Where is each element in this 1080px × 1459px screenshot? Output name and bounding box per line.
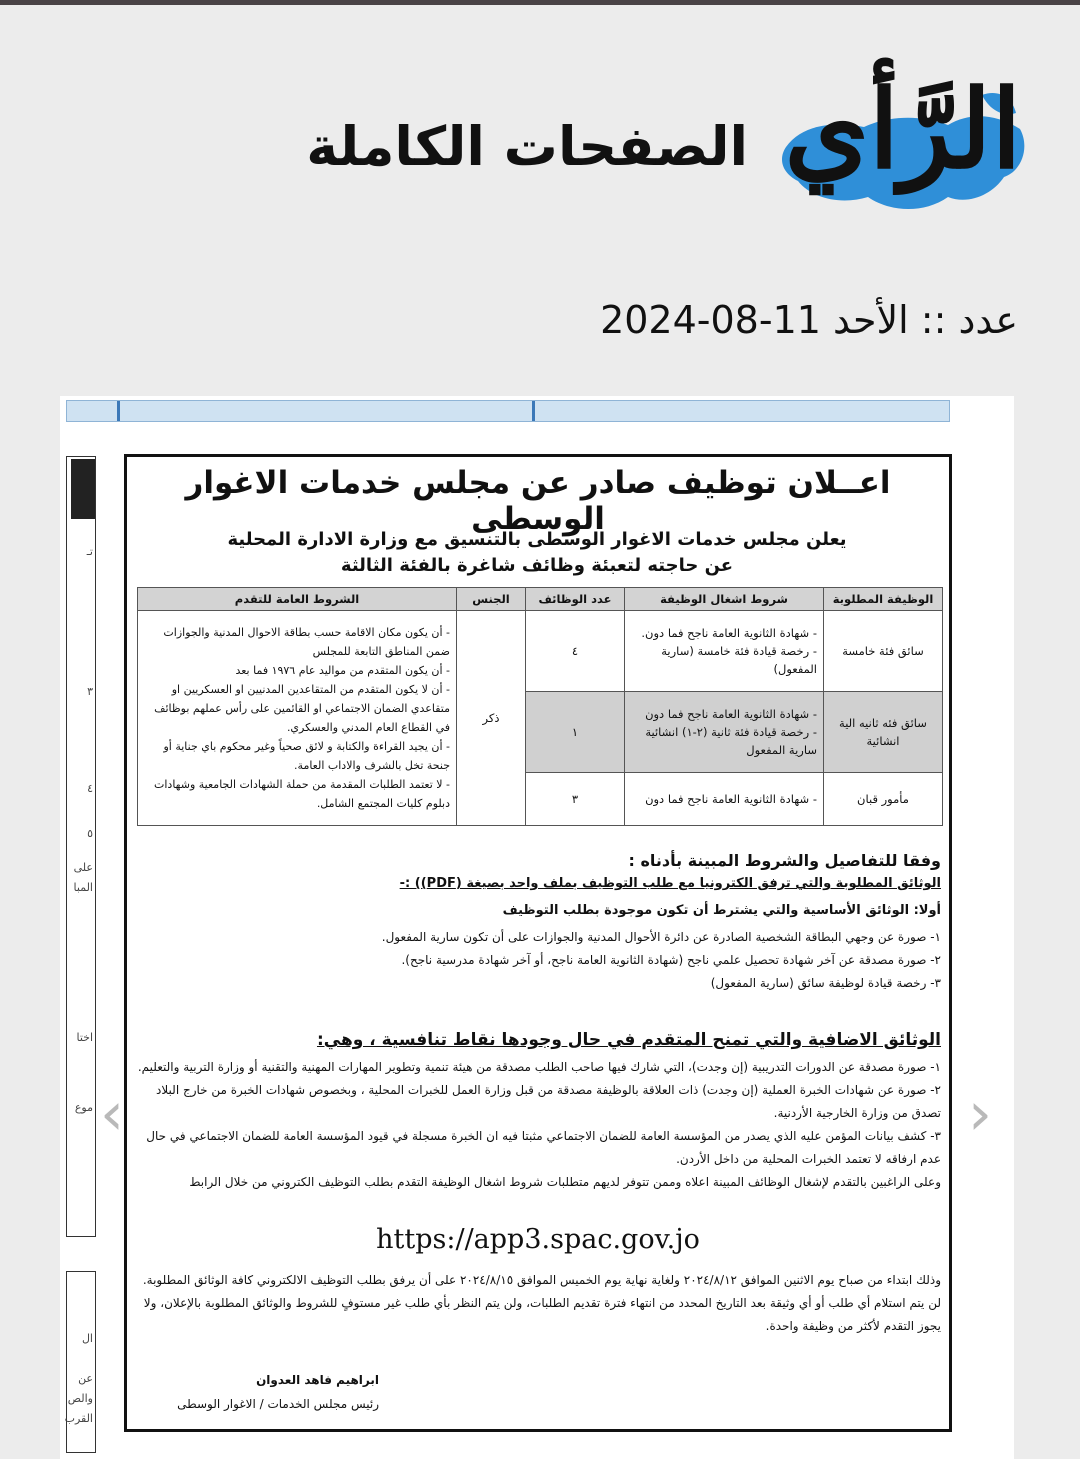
job-title-cell: سائق فئه ثانيه الية انشائية <box>824 692 943 773</box>
left-fragment-box-2: على المبا اختا موع <box>66 851 96 1237</box>
logo-wordmark: الرَّأي <box>784 67 1022 193</box>
announcement-title: اعــلان توظيف صادر عن مجلس خدمات الاغوار الوسطى <box>185 465 891 537</box>
job-count-cell: ١ <box>526 692 625 773</box>
job-title-cell: سائق فئة خامسة <box>824 611 943 692</box>
column-header: الوظيفة المطلوبة <box>824 588 943 611</box>
job-conditions-cell: - شهادة الثانوية العامة ناجح فما دون <box>625 773 824 826</box>
list-item: ٣- رخصة قيادة لوظيفة سائق (سارية المفعول) <box>710 976 941 990</box>
application-link[interactable]: https://app3.spac.gov.jo <box>376 1224 700 1255</box>
left-fragment-box-1: تـ ٣ ٤ ٥ <box>66 456 96 878</box>
deadline-section <box>135 1269 941 1338</box>
left-fragment-box-3: ال عن والص القرب <box>66 1271 96 1453</box>
details-section <box>135 849 941 995</box>
details-heading: وفقا للتفاصيل والشروط المبينة بأدناه : <box>628 851 941 870</box>
signatory-name: ابراهيم فاهد العدوان <box>256 1373 379 1387</box>
section-title: الصفحات الكاملة <box>306 115 748 178</box>
list-item: ٣- كشف بيانات المؤمن عليه الذي يصدر من المؤسسة العامة للضمان الاجتماعي مثبتا فيه ان الخبرة مسجلة في قيود المؤسسة العامة للضمان الاجتماعي في حال عدم ارفاقه لا تعتمد الخبرات المحلية من داخل الأردن. <box>146 1129 941 1166</box>
basic-documents-heading: أولا: الوثائق الأساسية والتي يشترط أن تكون موجودة بطلب التوظيف <box>502 903 941 918</box>
apply-instructions: وعلى الراغبين بالتقدم لإشغال الوظائف المبينة اعلاه وممن تتوفر لديهم متطلبات شروط اشغال الوظيفة التقدم بطلب التوظيف الكتروني من خلال الرابط <box>189 1175 941 1189</box>
column-header: عدد الوظائف <box>526 588 625 611</box>
chevron-left-icon[interactable]: ‹ <box>100 1079 124 1149</box>
list-item: ٢- صورة مصدقة عن آخر شهادة تحصيل علمي ناجح (شهادة الثانوية العامة ناجح، أو آخر شهادة مدرسية ناجح). <box>401 953 941 967</box>
chevron-right-icon[interactable]: › <box>968 1079 992 1149</box>
list-item: ١- صورة عن وجهي البطاقة الشخصية الصادرة عن دائرة الأحوال المدنية والجوازات على أن تكون سارية المفعول. <box>381 930 941 944</box>
job-count-cell: ٤ <box>526 611 625 692</box>
newspaper-page-viewer[interactable] <box>60 396 1014 1459</box>
issue-date-label: عدد :: الأحد 11-08-2024 <box>600 298 1018 342</box>
job-count-cell: ٣ <box>526 773 625 826</box>
adjacent-column-fragment <box>60 456 96 1459</box>
additional-documents-section <box>135 1029 941 1194</box>
notice-text: لن يتم استلام أي طلب أو أي وثيقة بعد التاريخ المحدد من انتهاء فترة تقديم الطلبات، ولن يتم النظر بأي طلب غير مستوفٍ للشروط والوثائق المطلوبة بالإعلان، ولا يجوز التقدم لأكثر من وظيفة واحدة. <box>143 1296 941 1333</box>
alrai-logo[interactable] <box>772 55 1034 230</box>
job-announcement <box>124 454 952 1432</box>
documents-heading: الوثائق المطلوبة والتي ترفق الكترونيا مع طلب التوظيف بملف واحد بصيغة (PDF)) :- <box>399 876 941 891</box>
job-conditions-cell: - شهادة الثانوية العامة ناجح فما دون. - رخصة قيادة فئة خامسة (سارية المفعول) <box>625 611 824 692</box>
jobs-table <box>137 587 943 826</box>
announcement-intro: يعلن مجلس خدمات الاغوار الوسطى بالتنسيق مع وزارة الادارة المحلية عن حاجته لتعبئة وظائف شاغرة بالفئة الثالثة <box>227 529 847 576</box>
table-row <box>138 611 943 692</box>
general-conditions-cell: - أن يكون مكان الاقامة حسب بطاقة الاحوال المدنية والجوازات ضمن المناطق التابعة للمجلس - أن يكون المتقدم من مواليد عام ١٩٧٦ فما بعد - أن لا يكون المتقدم من المتقاعدين المدنيين او العسكريين او متقاعدي الضمان الاجتماعي او القائمين على رأس عملهم بوظائف في القطاع العام المدني والعسكري. - أن يجيد القراءة والكتابة و لائق صحياً وغير محكوم باي جناية أو جنحة تخل بالشرف والاداب العامة. - لا تعتمد الطلبات المقدمة من حملة الشهادات الجامعية وشهادات دبلوم كليات المجتمع الشامل. <box>138 611 457 826</box>
column-header: الجنس <box>457 588 526 611</box>
job-conditions-cell: - شهادة الثانوية العامة ناجح فما دون - رخصة قيادة فئة ثانية (٢-١) انشائية سارية المفعول <box>625 692 824 773</box>
list-item: ١- صورة مصدقة عن الدورات التدريبية (إن وجدت)، التي شارك فيها صاحب الطلب مصدقة من هيئة تنمية وتطوير المهارات المهنية والتقنية أو وزارة التربية والتعليم. <box>137 1060 941 1074</box>
gender-cell: ذكر <box>457 611 526 826</box>
list-item: ٢- صورة عن شهادات الخبرة العملية (إن وجدت) ذات العلاقة بالوظيفة مصدقة من قبل وزارة العمل للخبرات المحلية ، وبخصوص شهادات الخبرة من خارج البلاد تصدق من وزارة الخارجية الأردنية. <box>156 1083 941 1120</box>
signatory-title: رئيس مجلس الخدمات / الاغوار الوسطى <box>177 1397 379 1411</box>
column-header: شروط اشغال الوظيفة <box>625 588 824 611</box>
period-text: وذلك ابتداء من صباح يوم الاثنين الموافق ٢٠٢٤/٨/١٢ ولغاية نهاية يوم الخميس الموافق ٢٠٢٤/٨/١٥ على أن يرفق بطلب التوظيف الالكتروني كافة الوثائق المطلوبة. <box>142 1273 941 1287</box>
column-header: الشروط العامة للتقدم <box>138 588 457 611</box>
page-header <box>0 5 1080 235</box>
additional-documents-heading: الوثائق الاضافية والتي تمنح المتقدم في حال وجودها نقاط تنافسية ، وهي: <box>316 1030 941 1050</box>
job-title-cell: مأمور قبان <box>824 773 943 826</box>
page-top-strip <box>66 400 950 422</box>
